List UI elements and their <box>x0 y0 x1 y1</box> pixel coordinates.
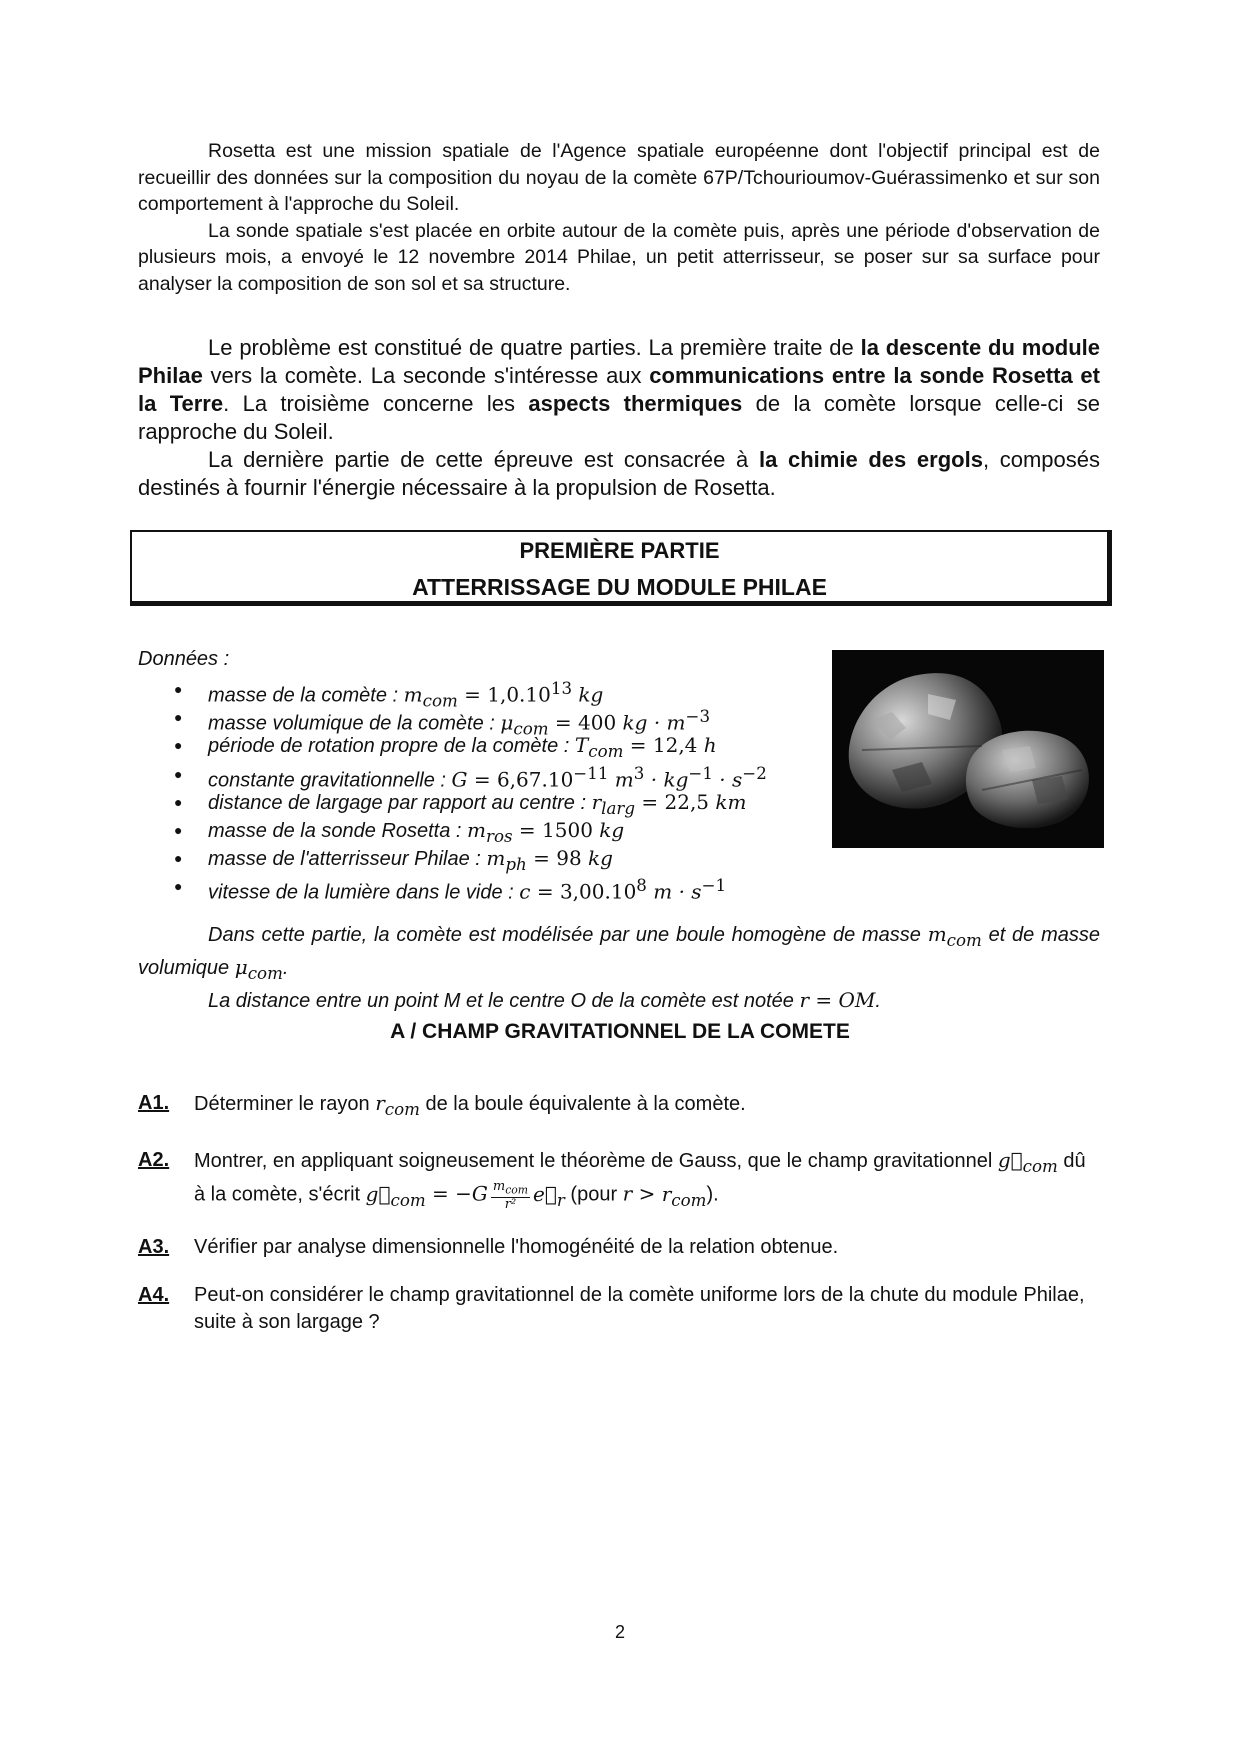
data-item-comet-density: ● masse volumique de la comète : $\mu_{com} = 400$ kg · $m^{-3}$ <box>138 703 767 731</box>
comet-illustration-icon <box>832 650 1104 848</box>
overview-paragraph-2: La dernière partie de cette épreuve est consacrée à la chimie des ergols, composés destinés à fournir l'énergie nécessaire à la propulsion de Rosetta. <box>138 447 1100 500</box>
bullet-icon: ● <box>174 850 183 867</box>
overview-paragraph-1: Le problème est constitué de quatre parties. La première traite de la descente du module Philae vers la comète. La seconde s'intéresse aux communications entre la sonde Rosetta et la Terre. La troisième concerne les aspects thermiques de la comète lorsque celle-ci se rapproche du Soleil. <box>138 335 1100 444</box>
question-number: A2. <box>138 1149 170 1171</box>
model-paragraph-1: Dans cette partie, la comète est modélisée par une boule homogène de masse $m_{com}$ et de masse volumique $\mu_{com}$. <box>138 922 1100 983</box>
bullet-icon: ● <box>174 765 183 782</box>
part-title-heading: ATTERRISSAGE DU MODULE PHILAE <box>412 574 827 600</box>
question-text: Déterminer le rayon $r_{com}$ de la boule équivalente à la comète. <box>194 1091 746 1119</box>
data-item-release-distance: ● distance de largage par rapport au centre : $r_{larg} = 22,5$ km <box>174 789 747 818</box>
question-a3 <box>138 1234 1100 1261</box>
data-heading: Données : <box>138 648 230 670</box>
comet-photo <box>832 650 1104 848</box>
data-item-gravitational-constant: ● constante gravitationnelle : $G = 6,67.10^{-11}$ $m^3 \cdot kg^{-1} \cdot s^{-2}$ <box>138 760 767 788</box>
intro-text <box>138 138 1100 297</box>
bullet-icon: ● <box>174 737 183 754</box>
data-item-comet-mass: ● masse de la comète : $m_{com} = 1,0.10^{13}$ kg <box>138 675 767 703</box>
question-text: Vérifier par analyse dimensionnelle l'homogénéité de la relation obtenue. <box>194 1236 839 1258</box>
question-number: A3. <box>138 1236 170 1258</box>
model-paragraph-2: La distance entre un point M et le centre O de la comète est notée r = OM. <box>208 988 881 1012</box>
bullet-icon: ● <box>174 821 183 838</box>
data-item-philae-mass: ● masse de l'atterrisseur Philae : $m_{ph} = 98$ kg <box>174 846 613 875</box>
bullet-icon: ● <box>174 709 183 726</box>
data-list <box>138 675 767 904</box>
data-item-speed-of-light: ● vitesse de la lumière dans le vide : $c = 3,00.10^8$ $m \cdot s^{-1}$ <box>138 872 767 900</box>
page-number: 2 <box>614 1622 625 1642</box>
problem-overview <box>138 334 1100 502</box>
model-description <box>138 921 1100 1014</box>
part-title-box <box>130 530 1112 606</box>
question-a1 <box>138 1090 1100 1123</box>
bullet-icon: ● <box>174 793 183 810</box>
question-text: Peut-on considérer le champ gravitationnel de la comète uniforme lors de la chute du module Philae, suite à son largage ? <box>194 1284 1085 1333</box>
part-number-heading: PREMIÈRE PARTIE <box>519 538 720 563</box>
section-a-title: A / CHAMP GRAVITATIONNEL DE LA COMETE <box>390 1020 850 1043</box>
intro-paragraph-1: Rosetta est une mission spatiale de l'Agence spatiale européenne dont l'objectif principal est de recueillir des données sur la composition du noyau de la comète 67P/Tchourioumov-Guérassimenko et sur son comportement à l'approche du Soleil. <box>138 140 1100 215</box>
bullet-icon: ● <box>174 681 183 697</box>
data-item-rotation-period: ● période de rotation propre de la comète : $T_{com} = 12,4$ h <box>174 733 717 762</box>
question-a2 <box>138 1147 1100 1214</box>
intro-paragraph-2: La sonde spatiale s'est placée en orbite autour de la comète puis, après une période d'observation de plusieurs mois, a envoyé le 12 novembre 2014 Philae, un petit atterrisseur, se poser sur sa surface pour analyser la composition de son sol et sa structure. <box>138 219 1100 295</box>
question-number: A1. <box>138 1092 170 1114</box>
question-text: Montrer, en appliquant soigneusement le théorème de Gauss, que le champ gravitationnel $g⃗_{com}$ dû à la comète, s'écrit $g⃗_{com} = -G$ $\frac{m_{com}}{\text{r²}}$ $e⃗_r$ (pour $r > r_{com}$). <box>194 1148 1086 1212</box>
question-number: A4. <box>138 1284 170 1306</box>
bullet-icon: ● <box>174 878 183 895</box>
data-item-rosetta-mass: ● masse de la sonde Rosetta : $m_{ros} = 1500$ kg <box>174 817 625 846</box>
question-a4 <box>138 1282 1100 1336</box>
